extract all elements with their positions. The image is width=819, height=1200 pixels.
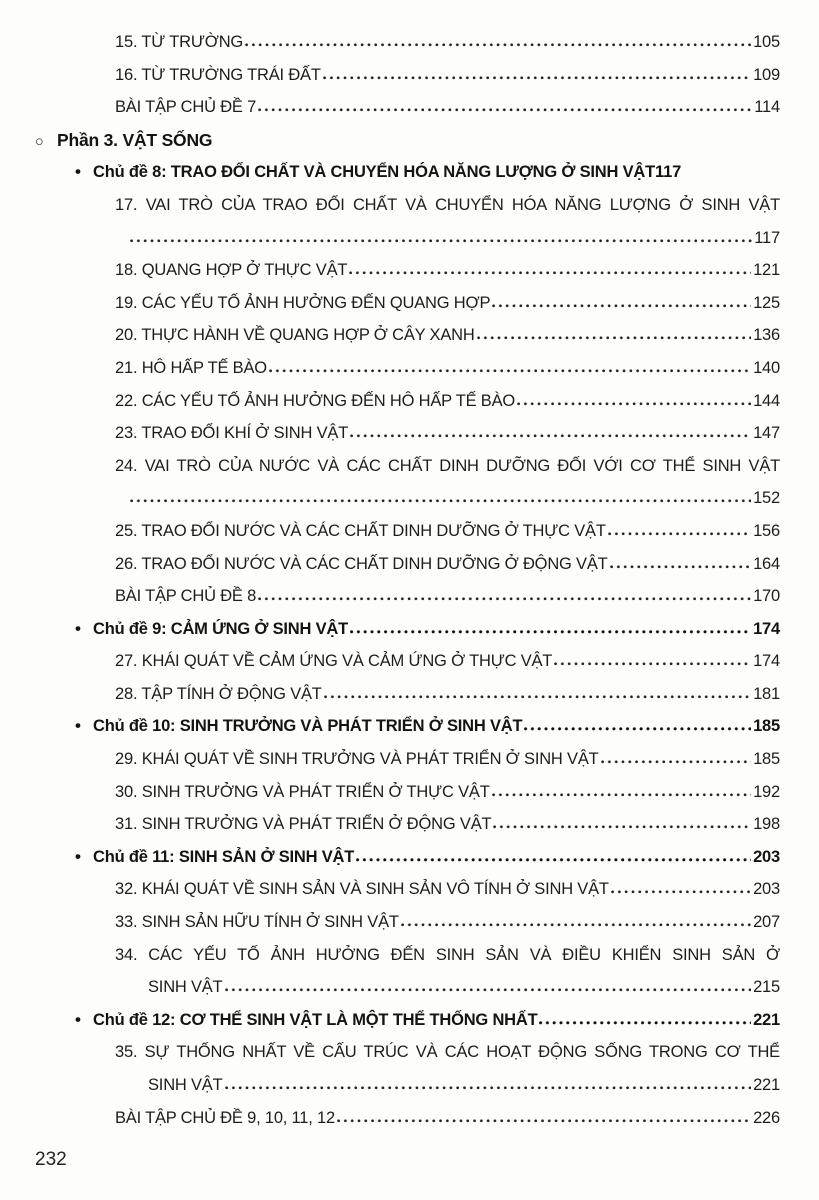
toc-page-number: 207 — [753, 913, 780, 932]
toc-row-wrap — [115, 189, 780, 222]
dotted-leader — [610, 558, 752, 569]
dotted-leader — [225, 1079, 752, 1090]
toc-entry-label: BÀI TẬP CHỦ ĐỀ 9, 10, 11, 12 — [115, 1108, 336, 1127]
toc-page-number: 181 — [753, 684, 780, 703]
dotted-leader — [350, 623, 751, 634]
toc-entry-label: Chủ đề 12: CƠ THỂ SINH VẬT LÀ MỘT THỂ THỐNG NHẤT — [93, 1010, 538, 1029]
toc-row-lesson — [115, 287, 780, 320]
toc-page-number: 147 — [753, 424, 780, 443]
dotted-leader — [349, 264, 751, 275]
toc-row-lesson — [115, 906, 780, 939]
toc-row-lesson — [115, 645, 780, 678]
toc-page-number: 109 — [753, 65, 780, 84]
toc-row-topic — [75, 841, 780, 874]
toc-row-lesson — [115, 385, 780, 418]
dot-bullet-icon: • — [75, 618, 81, 638]
toc-page-number: 198 — [753, 815, 780, 834]
toc-page-number: 164 — [753, 554, 780, 573]
dotted-leader — [611, 883, 751, 894]
toc-row-lesson — [115, 678, 780, 711]
toc-page-number: 136 — [753, 326, 780, 345]
toc-entry-label: 18. QUANG HỢP Ở THỰC VẬT — [115, 261, 348, 280]
toc-row-exercise — [115, 580, 780, 613]
toc-page-number: 174 — [753, 652, 780, 671]
toc-entry-label: SINH VẬT — [148, 978, 223, 997]
dotted-leader — [524, 720, 751, 731]
toc-row-cont-text — [148, 971, 780, 1004]
toc-page-number: 140 — [753, 358, 780, 377]
dotted-leader — [492, 297, 751, 308]
toc-row-cont-text — [148, 1069, 780, 1102]
toc-entry-label: 20. THỰC HÀNH VỀ QUANG HỢP Ở CÂY XANH — [115, 326, 475, 345]
toc-entry-label: Chủ đề 10: SINH TRƯỞNG VÀ PHÁT TRIỂN Ở SINH VẬT — [93, 717, 523, 736]
toc-entry-label: 27. KHÁI QUÁT VỀ CẢM ỨNG VÀ CẢM ỨNG Ở THỰC VẬT — [115, 652, 553, 671]
dotted-leader — [517, 395, 751, 406]
toc-row-lesson — [115, 26, 780, 59]
dotted-leader — [337, 1112, 751, 1123]
toc-row-lesson — [115, 417, 780, 450]
toc-row-lesson — [115, 776, 780, 809]
toc-row-lesson — [115, 319, 780, 352]
toc-page-number: 221 — [753, 1010, 780, 1029]
toc-page-number: 105 — [753, 33, 780, 51]
toc-row-exercise — [115, 91, 780, 124]
toc-row-lesson — [115, 743, 780, 776]
dotted-leader — [130, 492, 751, 503]
toc-entry-label: Chủ đề 8: TRAO ĐỔI CHẤT VÀ CHUYỂN HÓA NĂNG LƯỢNG Ở SINH VẬT — [93, 163, 656, 182]
toc-page-number: 185 — [753, 750, 780, 769]
toc-page-number: 170 — [753, 587, 780, 606]
toc-entry-label: 31. SINH TRƯỞNG VÀ PHÁT TRIỂN Ở ĐỘNG VẬT — [115, 815, 492, 834]
toc-entry-label: 33. SINH SẢN HỮU TÍNH Ở SINH VẬT — [115, 913, 399, 932]
toc-entry-label: 22. CÁC YẾU TỐ ẢNH HƯỞNG ĐẾN HÔ HẤP TẾ BÀO — [115, 391, 516, 410]
toc-page-number: 203 — [753, 847, 780, 866]
toc-entry-label: Chủ đề 9: CẢM ỨNG Ở SINH VẬT — [93, 619, 349, 638]
dotted-leader — [258, 101, 752, 112]
toc-row-part — [35, 124, 780, 157]
toc-page-number: 144 — [753, 391, 780, 410]
dotted-leader — [493, 818, 751, 829]
toc-page-number: 174 — [753, 619, 780, 638]
toc-row-cont-dots — [128, 222, 780, 255]
toc-page-number: 215 — [753, 978, 780, 997]
toc-page-number: 152 — [753, 489, 780, 508]
toc-page-number: 121 — [753, 261, 780, 280]
toc-row-wrap — [115, 450, 780, 483]
dotted-leader — [323, 69, 751, 80]
dotted-leader — [356, 851, 751, 862]
toc-row-topic — [75, 710, 780, 743]
dotted-leader — [258, 590, 751, 601]
toc-row-lesson — [115, 873, 780, 906]
dotted-leader — [539, 1014, 751, 1025]
dotted-leader — [477, 329, 751, 340]
toc-row-lesson — [115, 352, 780, 385]
toc-entry-label: SINH VẬT — [148, 1076, 223, 1094]
dotted-leader — [269, 362, 751, 373]
toc-entry-label: 29. KHÁI QUÁT VỀ SINH TRƯỞNG VÀ PHÁT TRIỂN Ở SINH VẬT — [115, 750, 599, 769]
dotted-leader — [401, 916, 751, 927]
toc-entry-label: Chủ đề 11: SINH SẢN Ở SINH VẬT — [93, 847, 355, 866]
dotted-leader — [225, 981, 752, 992]
toc-page-number: 117 — [655, 163, 682, 182]
dotted-leader — [554, 655, 751, 666]
toc-entry-label: BÀI TẬP CHỦ ĐỀ 7 — [115, 98, 257, 117]
toc-row-lesson — [115, 515, 780, 548]
toc-entry-label: 28. TẬP TÍNH Ở ĐỘNG VẬT — [115, 684, 322, 703]
dotted-leader — [245, 36, 751, 47]
toc-row-lesson — [115, 548, 780, 581]
dotted-leader — [492, 786, 751, 797]
dotted-leader — [130, 232, 752, 243]
page-folio-number: 232 — [35, 1149, 67, 1170]
toc-entry-label: 19. CÁC YẾU TỐ ẢNH HƯỞNG ĐẾN QUANG HỢP — [115, 293, 491, 312]
dot-bullet-icon: • — [75, 162, 81, 182]
toc-entry-label: 34. CÁC YẾU TỐ ẢNH HƯỞNG ĐẾN SINH SẢN VÀ ĐIỀU KHIỂN SINH SẢN Ở — [115, 945, 780, 964]
dot-bullet-icon: • — [75, 846, 81, 866]
toc-row-topic — [75, 613, 780, 646]
toc-row-cont-dots — [128, 482, 780, 515]
toc-entry-label: BÀI TẬP CHỦ ĐỀ 8 — [115, 587, 257, 606]
toc-row-lesson — [115, 254, 780, 287]
toc-entry-label: 35. SỰ THỐNG NHẤT VỀ CẤU TRÚC VÀ CÁC HOẠT ĐỘNG SỐNG TRONG CƠ THỂ — [115, 1043, 780, 1062]
toc-list — [35, 26, 780, 1134]
dotted-leader — [350, 427, 751, 438]
dot-bullet-icon: • — [75, 1009, 81, 1029]
toc-entry-label: Phần 3. VẬT SỐNG — [57, 129, 213, 150]
toc-entry-label: 30. SINH TRƯỞNG VÀ PHÁT TRIỂN Ở THỰC VẬT — [115, 782, 490, 801]
toc-row-lesson — [115, 59, 780, 92]
toc-row-lesson — [115, 808, 780, 841]
toc-entry-label: 24. VAI TRÒ CỦA NƯỚC VÀ CÁC CHẤT DINH DƯỠNG ĐỐI VỚI CƠ THỂ SINH VẬT — [115, 456, 780, 475]
toc-page-number: 156 — [753, 521, 780, 540]
toc-page-number: 185 — [753, 717, 780, 736]
dotted-leader — [324, 688, 751, 699]
toc-row-wrap — [115, 1036, 780, 1069]
dot-bullet-icon: • — [75, 716, 81, 736]
dotted-leader — [601, 753, 752, 764]
toc-row-topic — [75, 156, 780, 189]
toc-entry-label: 32. KHÁI QUÁT VỀ SINH SẢN VÀ SINH SẢN VÔ TÍNH Ở SINH VẬT — [115, 880, 609, 899]
dotted-leader — [608, 525, 751, 536]
toc-page-number: 192 — [753, 782, 780, 801]
toc-page-number: 226 — [753, 1108, 780, 1127]
toc-entry-label: 17. VAI TRÒ CỦA TRAO ĐỔI CHẤT VÀ CHUYỂN HÓA NĂNG LƯỢNG Ở SINH VẬT — [115, 195, 780, 214]
toc-row-exercise — [115, 1102, 780, 1135]
toc-entry-label: 25. TRAO ĐỔI NƯỚC VÀ CÁC CHẤT DINH DƯỠNG Ở THỰC VẬT — [115, 521, 606, 540]
toc-page-number: 221 — [753, 1076, 780, 1094]
toc-entry-label: 26. TRAO ĐỔI NƯỚC VÀ CÁC CHẤT DINH DƯỠNG Ở ĐỘNG VẬT — [115, 554, 608, 573]
toc-page-number: 125 — [753, 293, 780, 312]
toc-row-topic — [75, 1004, 780, 1037]
toc-row-wrap — [115, 939, 780, 972]
circle-outline-bullet-icon: ○ — [35, 133, 44, 150]
toc-page-number: 203 — [753, 880, 780, 899]
toc-entry-label: 23. TRAO ĐỔI KHÍ Ở SINH VẬT — [115, 424, 349, 443]
toc-page-number: 117 — [754, 228, 780, 247]
toc-entry-label: 15. TỪ TRƯỜNG — [115, 33, 244, 51]
toc-entry-label: 16. TỪ TRƯỜNG TRÁI ĐẤT — [115, 65, 321, 84]
toc-entry-label: 21. HÔ HẤP TẾ BÀO — [115, 358, 267, 377]
toc-page-number: 114 — [754, 98, 780, 117]
